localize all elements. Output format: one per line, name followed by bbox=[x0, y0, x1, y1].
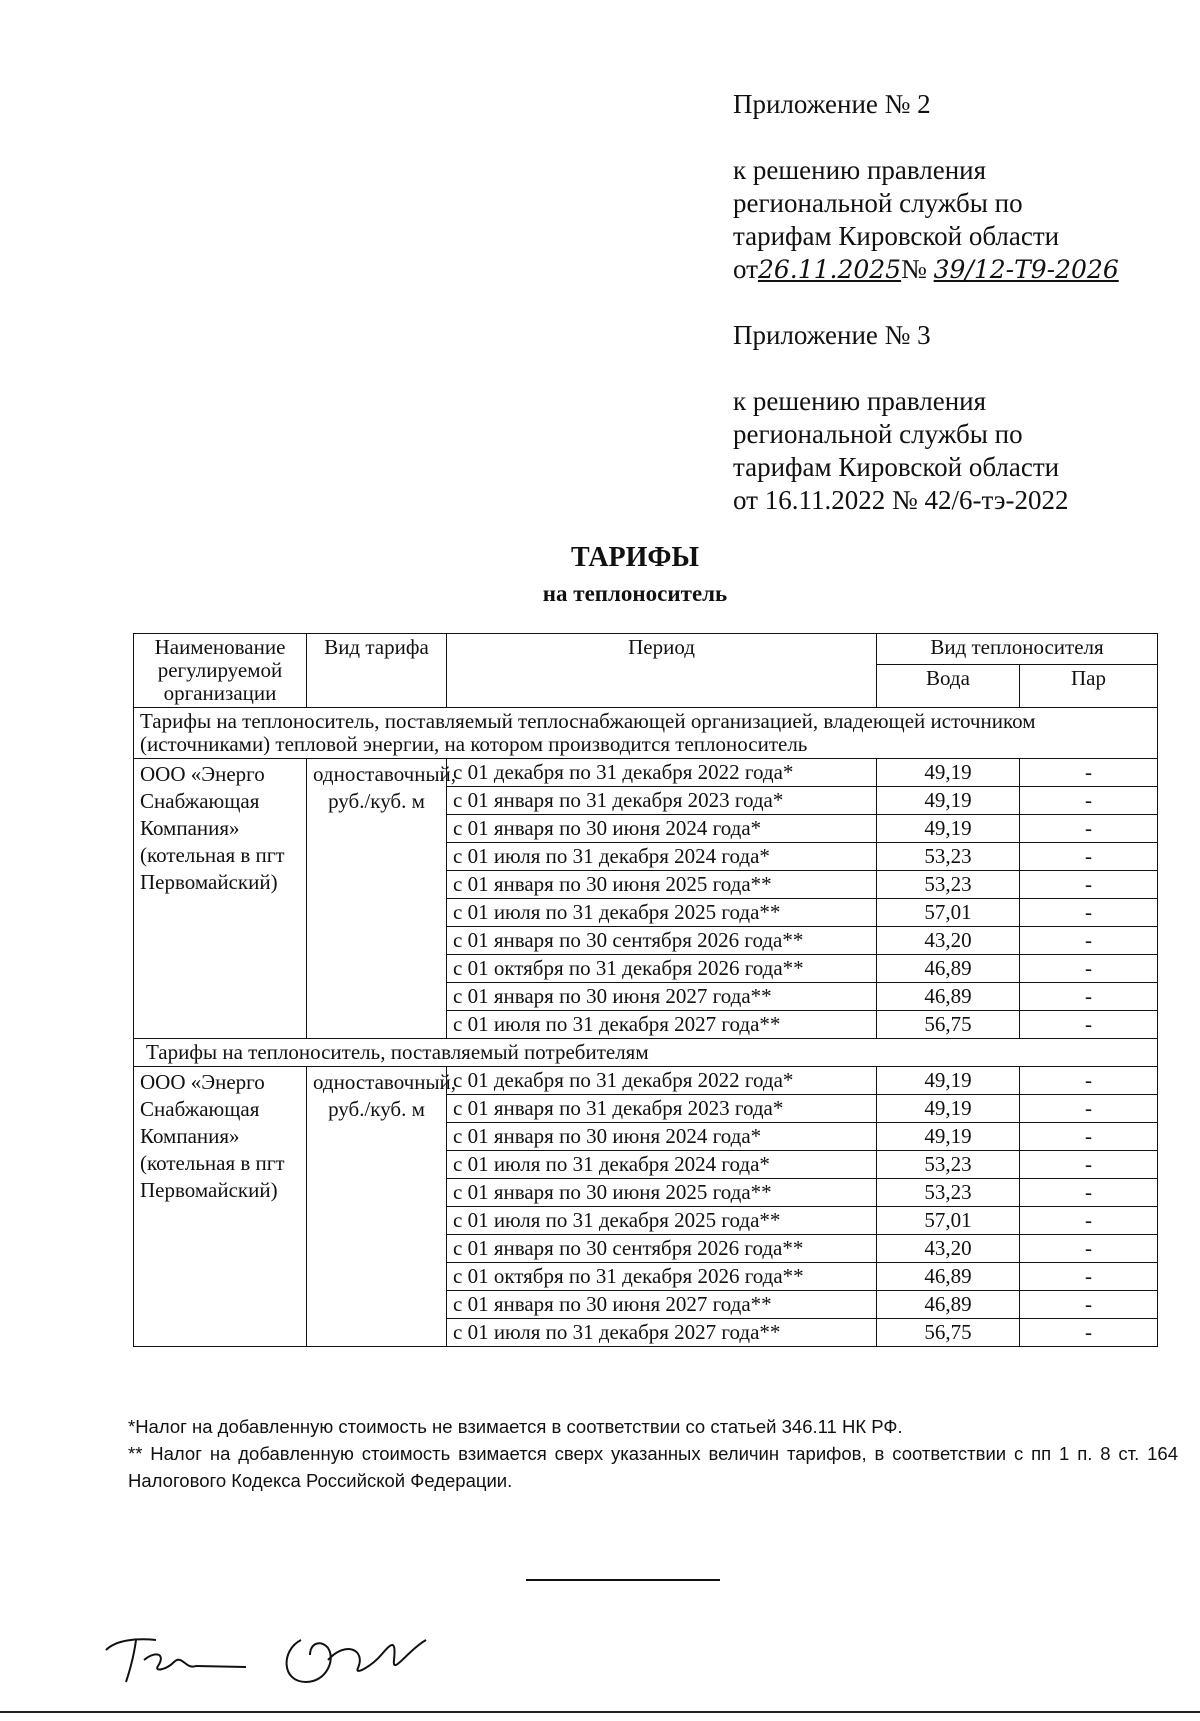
steam-tariff-cell: - bbox=[1020, 1151, 1158, 1179]
water-tariff-cell: 46,89 bbox=[877, 983, 1020, 1011]
appendix-2-no-sign: № bbox=[901, 254, 927, 284]
steam-tariff-cell: - bbox=[1020, 1263, 1158, 1291]
steam-tariff-cell: - bbox=[1020, 1319, 1158, 1347]
period-cell: с 01 января по 30 сентября 2026 года** bbox=[447, 927, 877, 955]
water-tariff-cell: 56,75 bbox=[877, 1319, 1020, 1347]
section-title: Тарифы на теплоноситель, поставляемый потребителям bbox=[134, 1039, 1158, 1067]
header-period: Период bbox=[447, 634, 877, 708]
period-cell: с 01 января по 30 июня 2025 года** bbox=[447, 1179, 877, 1207]
steam-tariff-cell: - bbox=[1020, 871, 1158, 899]
water-tariff-cell: 49,19 bbox=[877, 1067, 1020, 1095]
water-tariff-cell: 43,20 bbox=[877, 927, 1020, 955]
steam-tariff-cell: - bbox=[1020, 1207, 1158, 1235]
period-cell: с 01 июля по 31 декабря 2025 года** bbox=[447, 1207, 877, 1235]
steam-tariff-cell: - bbox=[1020, 1011, 1158, 1039]
water-tariff-cell: 53,23 bbox=[877, 1179, 1020, 1207]
header-coolant-type: Вид теплоносителя bbox=[877, 634, 1158, 665]
steam-tariff-cell: - bbox=[1020, 843, 1158, 871]
appendix-3-reference: от 16.11.2022 № 42/6-тэ-2022 bbox=[733, 485, 1069, 515]
water-tariff-cell: 49,19 bbox=[877, 759, 1020, 787]
steam-tariff-cell: - bbox=[1020, 927, 1158, 955]
steam-tariff-cell: - bbox=[1020, 899, 1158, 927]
water-tariff-cell: 46,89 bbox=[877, 1291, 1020, 1319]
period-cell: с 01 июля по 31 декабря 2027 года** bbox=[447, 1319, 877, 1347]
period-cell: с 01 июля по 31 декабря 2024 года* bbox=[447, 1151, 877, 1179]
closing-rule bbox=[526, 1579, 720, 1581]
page-bottom-line bbox=[0, 1711, 1200, 1713]
appendix-3-title: Приложение № 3 bbox=[733, 320, 931, 350]
table-row bbox=[134, 1067, 1158, 1095]
section-title-row bbox=[134, 708, 1158, 759]
header-water: Вода bbox=[877, 665, 1020, 708]
period-cell: с 01 января по 30 июня 2025 года** bbox=[447, 871, 877, 899]
footnote-1: *Налог на добавленную стоимость не взимается в соответствии со статьей 346.11 НК РФ. bbox=[128, 1416, 903, 1437]
steam-tariff-cell: - bbox=[1020, 955, 1158, 983]
appendix-2-line-2: региональной службы по bbox=[733, 188, 1023, 218]
steam-tariff-cell: - bbox=[1020, 759, 1158, 787]
water-tariff-cell: 46,89 bbox=[877, 1263, 1020, 1291]
steam-tariff-cell: - bbox=[1020, 787, 1158, 815]
steam-tariff-cell: - bbox=[1020, 1067, 1158, 1095]
appendix-3-line-2: региональной службы по bbox=[733, 419, 1023, 449]
water-tariff-cell: 57,01 bbox=[877, 1207, 1020, 1235]
steam-tariff-cell: - bbox=[1020, 815, 1158, 843]
period-cell: с 01 июля по 31 декабря 2025 года** bbox=[447, 899, 877, 927]
period-cell: с 01 января по 30 июня 2024 года* bbox=[447, 1123, 877, 1151]
period-cell: с 01 января по 30 июня 2027 года** bbox=[447, 1291, 877, 1319]
appendix-header bbox=[733, 88, 1173, 517]
steam-tariff-cell: - bbox=[1020, 1291, 1158, 1319]
tariff-table bbox=[133, 633, 1158, 1347]
section-title: Тарифы на теплоноситель, поставляемый теплоснабжающей организацией, владеющей источником (источниками) тепловой энергии, на котором производится теплоноситель bbox=[134, 708, 1158, 759]
steam-tariff-cell: - bbox=[1020, 1095, 1158, 1123]
period-cell: с 01 июля по 31 декабря 2024 года* bbox=[447, 843, 877, 871]
appendix-2-date-handwritten: 26.11.2025 bbox=[757, 255, 902, 284]
water-tariff-cell: 53,23 bbox=[877, 843, 1020, 871]
table-header-row bbox=[134, 634, 1158, 665]
header-tariff-type: Вид тарифа bbox=[307, 634, 447, 708]
water-tariff-cell: 46,89 bbox=[877, 955, 1020, 983]
appendix-2-line-3: тарифам Кировской области bbox=[733, 221, 1060, 251]
table-row bbox=[134, 759, 1158, 787]
tariff-type-cell: одноставочный, руб./куб. м bbox=[307, 1067, 447, 1347]
appendix-2-reference bbox=[733, 253, 1173, 286]
period-cell: с 01 октября по 31 декабря 2026 года** bbox=[447, 1263, 877, 1291]
appendix-2-line-1: к решению правления bbox=[733, 155, 987, 185]
footnotes bbox=[128, 1413, 1178, 1494]
period-cell: с 01 декабря по 31 декабря 2022 года* bbox=[447, 759, 877, 787]
water-tariff-cell: 57,01 bbox=[877, 899, 1020, 927]
appendix-2-title: Приложение № 2 bbox=[733, 89, 931, 119]
water-tariff-cell: 49,19 bbox=[877, 787, 1020, 815]
water-tariff-cell: 53,23 bbox=[877, 1151, 1020, 1179]
appendix-3-line-3: тарифам Кировской области bbox=[733, 452, 1060, 482]
organization-cell: ООО «Энерго Снабжающая Компания» (котельная в пгт Первомайский) bbox=[134, 759, 307, 1039]
period-cell: с 01 октября по 31 декабря 2026 года** bbox=[447, 955, 877, 983]
footnote-2: ** Налог на добавленную стоимость взимается сверх указанных величин тарифов, в соответствии с пп 1 п. 8 ст. 164 Налогового Кодекса Российской Федерации. bbox=[128, 1443, 1178, 1491]
water-tariff-cell: 53,23 bbox=[877, 871, 1020, 899]
period-cell: с 01 января по 30 июня 2027 года** bbox=[447, 983, 877, 1011]
section-title-row bbox=[134, 1039, 1158, 1067]
period-cell: с 01 июля по 31 декабря 2027 года** bbox=[447, 1011, 877, 1039]
steam-tariff-cell: - bbox=[1020, 1235, 1158, 1263]
period-cell: с 01 января по 31 декабря 2023 года* bbox=[447, 1095, 877, 1123]
water-tariff-cell: 56,75 bbox=[877, 1011, 1020, 1039]
appendix-3-line-1: к решению правления bbox=[733, 386, 987, 416]
water-tariff-cell: 49,19 bbox=[877, 815, 1020, 843]
handwritten-signature bbox=[96, 1610, 456, 1690]
tariff-type-cell: одноставочный, руб./куб. м bbox=[307, 759, 447, 1039]
steam-tariff-cell: - bbox=[1020, 983, 1158, 1011]
water-tariff-cell: 49,19 bbox=[877, 1095, 1020, 1123]
appendix-2-from: от bbox=[733, 254, 758, 284]
organization-cell: ООО «Энерго Снабжающая Компания» (котельная в пгт Первомайский) bbox=[134, 1067, 307, 1347]
document-subtitle: на теплоноситель bbox=[542, 581, 728, 606]
appendix-2-number-handwritten: 39/12-Т9-2026 bbox=[933, 255, 1119, 284]
water-tariff-cell: 43,20 bbox=[877, 1235, 1020, 1263]
period-cell: с 01 января по 31 декабря 2023 года* bbox=[447, 787, 877, 815]
document-title: ТАРИФЫ bbox=[571, 542, 699, 573]
water-tariff-cell: 49,19 bbox=[877, 1123, 1020, 1151]
period-cell: с 01 января по 30 сентября 2026 года** bbox=[447, 1235, 877, 1263]
period-cell: с 01 декабря по 31 декабря 2022 года* bbox=[447, 1067, 877, 1095]
header-steam: Пар bbox=[1020, 665, 1158, 708]
steam-tariff-cell: - bbox=[1020, 1179, 1158, 1207]
header-organization: Наименование регулируемой организации bbox=[134, 634, 307, 708]
steam-tariff-cell: - bbox=[1020, 1123, 1158, 1151]
period-cell: с 01 января по 30 июня 2024 года* bbox=[447, 815, 877, 843]
